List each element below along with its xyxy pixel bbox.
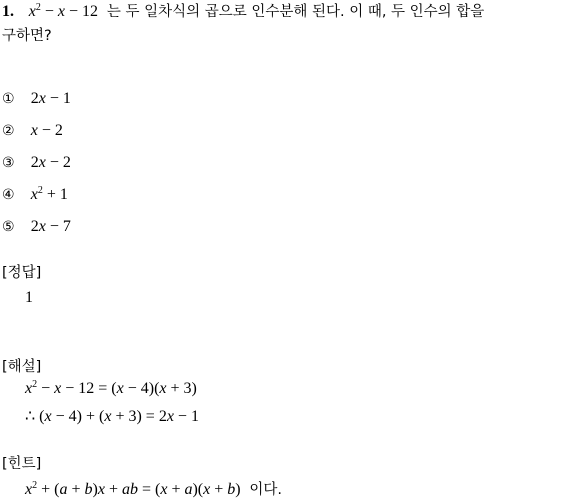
choice-1-text: 2x − 1: [30, 90, 71, 107]
choice-3[interactable]: [2, 153, 71, 172]
explanation-line-1: $x^2 - x - 12 = (x - 4)(x + 3)$: [25, 379, 197, 397]
explanation-label: [해설]: [2, 359, 42, 375]
choice-3-marker: ③: [2, 155, 15, 171]
answer-value: 1: [25, 289, 33, 306]
question-line-1: [2, 0, 484, 21]
choice-2[interactable]: [2, 121, 63, 140]
hint-formula: $x^2 + (a + b)x$ + ab = (x + a)(x + b): [25, 480, 241, 498]
choice-4[interactable]: [2, 185, 68, 204]
hint-line: [25, 478, 282, 499]
choice-4-text: $x^2 + 1$: [30, 185, 68, 203]
question-number: 1.: [2, 3, 14, 20]
hint-label: [힌트]: [2, 456, 42, 472]
choice-1[interactable]: [2, 89, 71, 108]
question-text-line-1: 는 두 일차식의 곱으로 인수분해 된다. 이 때, 두 인수의 합을: [106, 4, 485, 20]
choice-5-text: 2x − 7: [30, 218, 71, 235]
hint-suffix: 이다.: [249, 482, 282, 498]
choice-5[interactable]: [2, 217, 71, 236]
choice-4-marker: ④: [2, 187, 15, 203]
question-text-line-2: 구하면?: [2, 28, 52, 44]
question-expression: $x^2 - x - 12$: [28, 2, 99, 20]
choice-1-marker: ①: [2, 91, 15, 107]
choice-5-marker: ⑤: [2, 219, 15, 235]
choice-2-text: x − 2: [30, 122, 63, 139]
choice-3-text: 2x − 2: [30, 154, 71, 171]
answer-label: [정답]: [2, 265, 42, 281]
choice-2-marker: ②: [2, 123, 15, 139]
explanation-line-2: ∴ (x − 4) + (x + 3) = 2x − 1: [25, 408, 199, 425]
